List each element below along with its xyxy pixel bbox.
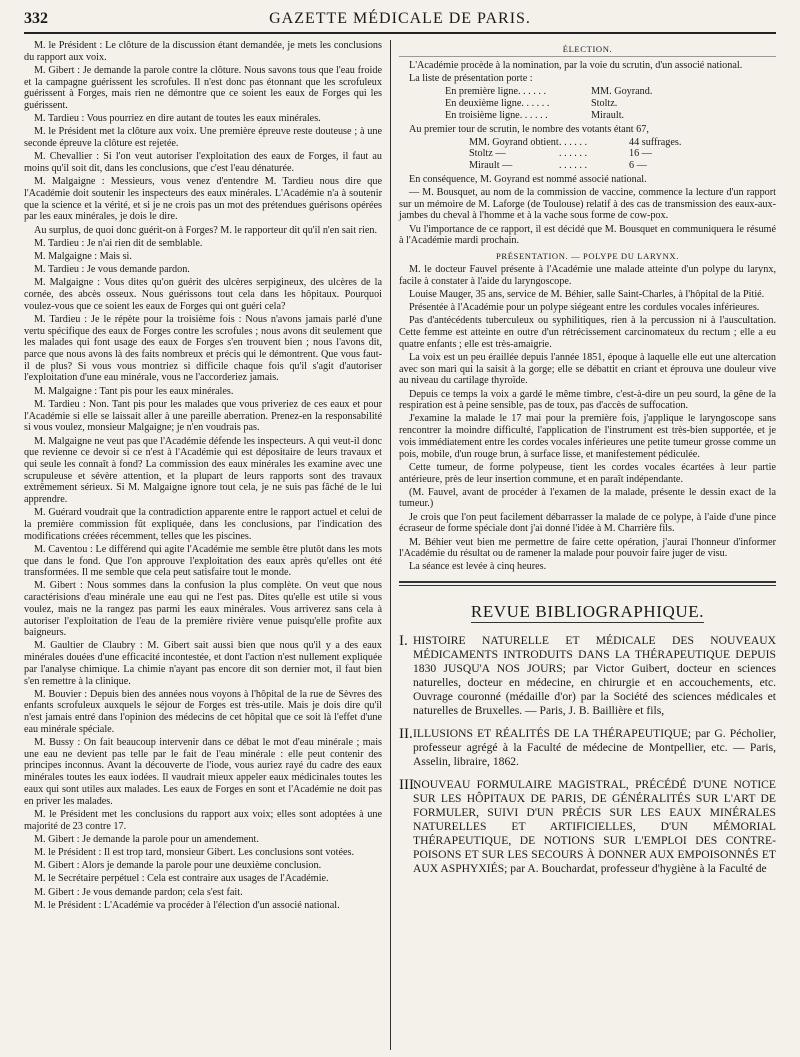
vote-dots: . . . . . . xyxy=(559,136,588,148)
vote-name: MM. Goyrand obtient xyxy=(469,136,559,148)
revue-title xyxy=(399,602,776,622)
presentation-paragraph: J'examine la malade le 17 mai pour la première fois, j'applique le laryngoscope sans rencontrer la moindre difficulté, l'application de l'instrument est très-bien supportée, et je vois immédiatement entre les cordes vocales inférieures une petite tumeur grosse comme un pois, mobile, d'un rouge brun, à surface lisse, et manifestement pédiculée. xyxy=(399,413,776,460)
bibliography-entry xyxy=(399,634,776,718)
discussion-paragraph: Au surplus, de quoi donc guérit-on à Forges? M. le rapporteur dit qu'il n'en sait rien. xyxy=(34,224,377,236)
discussion-paragraph: M. Guérard voudrait que la contradiction apparente entre le rapport actuel et celui de la première commission fût expliquée, dans les conclusions, par l'indication des modifications créées récemment, telles que les piscines. xyxy=(24,507,382,542)
presentation-heading: PRÉSENTATION. — POLYPE DU LARYNX. xyxy=(496,251,679,262)
vote-name: Stoltz — xyxy=(469,148,506,160)
candidate-name: Mirault. xyxy=(591,109,625,121)
vote-row xyxy=(399,137,776,149)
presentation-paragraph: M. le docteur Fauvel présente à l'Académie une malade atteinte d'un polype du larynx, facile à constater à l'aide du laryngoscope. xyxy=(399,264,776,287)
election-heading: ÉLECTION. xyxy=(399,44,776,57)
presentation-paragraph: Louise Mauger, 35 ans, service de M. Béhier, salle Saint-Charles, à l'hôpital de la Pitié. xyxy=(409,288,765,300)
vote-dots: . . . . . . xyxy=(559,160,588,172)
running-title: GAZETTE MÉDICALE DE PARIS. xyxy=(269,10,531,27)
section-end-rule xyxy=(399,581,776,586)
discussion-paragraph: M. Gaultier de Claubry : M. Gibert sait aussi bien que nous qu'il y a des eaux minérales douées d'une efficacité incontestée, et dont l'action n'est nullement expliquée par l'analyse chimique. La chimie n'ayant pas encore dit son dernier mot, il faut bien s'en remettre à la clinique. xyxy=(24,640,382,687)
candidate-rank: En deuxième ligne. . . . . . xyxy=(445,98,550,110)
entry-number: III. xyxy=(399,777,418,794)
presentation-paragraph: Je crois que l'on peut facilement débarrasser la malade de ce polype, à l'aide d'une pince écraseur de forme spéciale dont j'ai donné l'idée à M. Charrière fils. xyxy=(399,511,776,535)
presentation-paragraph: La séance est levée à cinq heures. xyxy=(409,561,547,573)
bousquet-report-next: Vu l'importance de ce rapport, il est décidé que M. Bousquet en communiquera le résumé à l'Académie mardi prochain. xyxy=(399,223,776,247)
columns xyxy=(24,40,776,1050)
bibliography xyxy=(399,634,776,876)
candidate-name: MM. Goyrand. xyxy=(591,86,653,98)
discussion-paragraph: M. le Président : Le clôture de la discussion étant demandée, je mets les conclusions du rapport aux voix. xyxy=(24,40,382,63)
right-column xyxy=(391,40,776,1050)
presentation-paragraph: La voix est un peu éraillée depuis l'année 1851, époque à laquelle elle eut une altercation avec son mari qui la saisit à la gorge; elle se débattit en criant et éprouva une douleur vive au niveau du cartilage thyroïde. xyxy=(399,351,776,387)
presentation-paragraph: Cette tumeur, de forme polypeuse, tient les cordes vocales écartées à leur partie antérieure, près de leur insertion commune, et en paraît indépendante. xyxy=(399,461,776,485)
entry-text: ILLUSIONS ET RÉALITÉS DE LA THÉRAPEUTIQUE; par G. Pécholier, professeur agrégé à la Faculté de médecine de Montpellier, etc. — Paris, Asselin, libraire, 1862. xyxy=(413,727,776,769)
discussion-paragraph: M. le Président met les conclusions du rapport aux voix; elles sont adoptées à une majorité de 23 contre 17. xyxy=(24,808,382,832)
vote-count: 44 suffrages. xyxy=(629,136,682,148)
presentation-body xyxy=(399,264,776,573)
presentation-paragraph: Présentée à l'Académie pour un polype siégeant entre les cordules vocales inférieures. xyxy=(409,302,760,314)
election-intro: L'Académie procède à la nomination, par la voie du scrutin, d'un associé national. xyxy=(409,60,743,71)
presentation-paragraph: Depuis ce temps la voix a gardé le même timbre, c'est-à-dire un peu sourd, la gêne de la respiration est à peine sensible, pas de toux, pas d'accès de suffocation. xyxy=(399,388,776,412)
entry-number: II. xyxy=(399,726,413,743)
first-round: Au premier tour de scrutin, le nombre des votants étant 67, xyxy=(409,123,649,135)
discussion-paragraph: M. Malgaigne : Mais si. xyxy=(34,250,132,262)
discussion-paragraph: M. Gibert : Nous sommes dans la confusion la plus complète. On veut que nous caractérisions d'eau minérale une eau qui ne l'est pas. Dites qu'elle est utile si vous voulez, mais ne la rangez pas parmi les eaux minérales. Vous arriverez sans cela à autoriser l'exploitation de l'eau de la première rivière venue puisqu'elle profite aux baigneurs. xyxy=(24,580,382,639)
candidate-name: Stoltz. xyxy=(591,98,618,110)
discussion-paragraph: M. Gibert : Je demande la parole contre la clôture. Nous savons tous que l'eau froide et la campagne guérissent les scrofules. Il n'est donc pas étonnant que les scrofuleux guérissent à Forges, mais rien ne démontre que ce soient les eaux de Forges qui les guérissent. xyxy=(24,64,382,112)
entry-text: NOUVEAU FORMULAIRE MAGISTRAL, PRÉCÉDÉ D'UNE NOTICE SUR LES HÔPITAUX DE PARIS, DE GÉNÉRALITÉS SUR L'ART DE FORMULER, SUIVI D'UN PRÉCIS SUR LES EAUX MINÉRALES NATURELLES ET ARTIFICIELLES, D'UN MÉMORIAL THÉRAPEUTIQUE, DE NOTIONS SUR L'EMPLOI DES CONTRE-POISONS ET SUR LES SECOURS À DONNER AUX EMPOISONNÉS ET AUX ASPHYXIÉS; par A. Bouchardat, professeur d'hygiène à la Faculté de xyxy=(413,778,776,876)
bibliography-entry xyxy=(399,727,776,769)
discussion-paragraph: M. le Président : L'Académie va procéder à l'élection d'un associé national. xyxy=(34,899,340,911)
discussion-paragraph: M. Malgaigne ne veut pas que l'Académie défende les inspecteurs. A qui veut-il donc que revienne ce devoir si ce n'est à l'Académie qui est dépositaire de leurs travaux et qui seule les connaît à fond? La commission des eaux minérales les examine avec une scrupuleuse et sévère attention, et la plupart de leurs rapports sont des travaux extrêmement sérieux. Si M. Malgaigne ignore tout cela, je ne suis pas fâché de le lui apprendre. xyxy=(24,435,382,506)
candidate-row xyxy=(399,98,776,110)
candidate-rank: En première ligne. . . . . . xyxy=(445,86,546,98)
discussion-paragraph: M. Gibert : Je demande la parole pour un amendement. xyxy=(34,833,259,845)
presentation-paragraph: Pas d'antécédents tuberculeux ou syphilitiques, rien à la percussion ni à l'auscultation. Cette femme est atteinte en outre d'un rétrécissement carcinomateux du rectum ; elle a eu quatre enfants ; elle est très-amaigrie. xyxy=(399,315,776,350)
discussion-paragraph: M. Malgaigne : Tant pis pour les eaux minérales. xyxy=(34,385,234,397)
page-header xyxy=(24,10,776,34)
left-column xyxy=(24,40,390,1050)
discussion-paragraph: M. Tardieu : Je le répète pour la troisième fois : Nous n'avons jamais parlé d'une vertu spécifique des eaux de Forges contre les scrofules ; nous avons dit seulement que les malades qui font usage des eaux de Forges s'en trouvent bien ; nous l'avons dit, parce que nous avons là des faits nombreux et précis qui le démontrent. Que vous faut-il de plus? Si vous vous montriez si difficile chaque fois qu'il s'agit d'autoriser l'exploitation d'une eau minérale, vous ne l'accorderiez jamais. xyxy=(24,313,382,384)
discussion-paragraph: M. le Président : Il est trop tard, monsieur Gibert. Les conclusions sont votées. xyxy=(34,846,355,858)
discussion-paragraph: M. Tardieu : Vous pourriez en dire autant de toutes les eaux minérales. xyxy=(34,113,321,125)
vote-row xyxy=(399,160,776,172)
election-result: En conséquence, M. Goyrand est nommé associé national. xyxy=(409,173,647,185)
entry-number: I. xyxy=(399,633,408,650)
vote-count: 16 — xyxy=(629,148,652,160)
discussion-paragraph: M. Tardieu : Je vous demande pardon. xyxy=(34,264,190,276)
discussion-paragraph: M. le Président met la clôture aux voix. Une première épreuve reste douteuse ; à une seconde épreuve la clôture est rejetée. xyxy=(24,126,382,150)
page-number: 332 xyxy=(24,10,48,27)
candidate-list xyxy=(399,86,776,121)
vote-dots: . . . . . . xyxy=(559,148,588,160)
discussion-paragraph: M. le Secrétaire perpétuel : Cela est contraire aux usages de l'Académie. xyxy=(34,873,329,885)
list-intro: La liste de présentation porte : xyxy=(409,73,533,85)
bibliography-entry xyxy=(399,778,776,876)
discussion-paragraph: M. Caventou : Le différend qui agite l'Académie me semble être plutôt dans les mots que dans le fond. Que l'on approuve l'exploitation des eaux après qu'elles ont été transformées. Il me semble que cela peut satisfaire tout le monde. xyxy=(24,543,382,579)
discussion-paragraph: M. Malgaigne : Vous dites qu'on guérit des ulcères serpigineux, des ulcères de la cornée, des abcès osseux. Nous guérissons tout cela dans les hôpitaux. Pourquoi voulez-vous que ce soient les eaux de Forges qui ont guéri cela? xyxy=(24,277,382,312)
candidate-row xyxy=(399,86,776,98)
revue-title-text: REVUE BIBLIOGRAPHIQUE. xyxy=(470,602,705,622)
bousquet-report: — M. Bousquet, au nom de la commission de vaccine, commence la lecture d'un rapport sur un mémoire de M. Laforge (de Toulouse) relatif à des cas de transmission des eaux-aux-jambes du cheval à l'homme et à la vache sous forme de cow-pox. xyxy=(399,187,776,222)
vote-count: 6 — xyxy=(629,160,647,172)
discussion-paragraph: M. Bouvier : Depuis bien des années nous voyons à l'hôpital de la rue de Sèvres des enfants scrofuleux auxquels le séjour de Forges est très-utile. Mais je dois dire qu'il n'est jamais entré dans l'opinion des médecins de cet hôpital que ce soit là l'effet d'une eau minérale spéciale. xyxy=(24,688,382,735)
vote-row xyxy=(399,148,776,160)
presentation-paragraph: (M. Fauvel, avant de procéder à l'examen de la malade, présente le dessin exact de la tumeur.) xyxy=(399,486,776,510)
entry-text: HISTOIRE NATURELLE ET MÉDICALE DES NOUVEAUX MÉDICAMENTS INTRODUITS DANS LA THÉRAPEUTIQUE DEPUIS 1830 JUSQU'A NOS JOURS; par Victor Guibert, docteur en sciences naturelles, docteur en médecine, en chirurgie et en accouchements, etc. Ouvrage couronné (médaille d'or) par la Société des sciences médicales et naturelles de Bruxelles. — Paris, J. B. Baillière et fils, xyxy=(413,634,776,718)
discussion-paragraph: M. Chevallier : Si l'on veut autoriser l'exploitation des eaux de Forges, il faut au moins qu'il soit dit, dans les conclusions, que c'est l'eau dénaturée. xyxy=(24,151,382,175)
candidate-rank: En troisième ligne. . . . . . xyxy=(445,109,548,121)
vote-name: Mirault — xyxy=(469,160,513,172)
discussion-paragraph: M. Bussy : On fait beaucoup intervenir dans ce débat le mot d'eau minérale ; mais une eau ne devient pas telle par le fait de l'eau minérale : elle peut contenir des principes inconnus. Avant la découverte de l'iode, vous auriez rayé du cadre des eaux minérales toutes les eaux iodées. Il vaudrait mieux appeler eaux médicinales toutes les eaux qui sont utiles aux malades. Les eaux de Forges en sont et l'Académie ne doit pas en priver les malades. xyxy=(24,737,382,807)
candidate-row xyxy=(399,110,776,122)
discussion-paragraph: M. Tardieu : Je n'ai rien dit de semblable. xyxy=(34,237,203,249)
discussion-paragraph: M. Tardieu : Non. Tant pis pour les malades que vous priveriez de ces eaux et pour l'Académie si elle se laissait aller à une pareille aberration. Prenez-en la responsabilité si vous voulez, monsieur Malgaigne; je n'en voudrais pas. xyxy=(24,398,382,434)
vote-list xyxy=(399,137,776,172)
presentation-paragraph: M. Béhier veut bien me permettre de faire cette opération, j'aurai l'honneur d'informer l'Académie du résultat ou de ramener la malade pour pouvoir faire juger de visu. xyxy=(399,536,776,560)
discussion-paragraph: M. Gibert : Je vous demande pardon; cela s'est fait. xyxy=(34,886,243,898)
discussion-paragraph: M. Gibert : Alors je demande la parole pour une deuxième conclusion. xyxy=(34,860,322,872)
discussion-paragraph: M. Malgaigne : Messieurs, vous venez d'entendre M. Tardieu nous dire que l'Académie doit soutenir les inspecteurs des eaux minérales. L'Académie n'a à soutenir que la science et la vérité, et si je ne crois pas un mot des prétendues guérisons opérées par les eaux minérales, je dois le dire. xyxy=(24,176,382,223)
